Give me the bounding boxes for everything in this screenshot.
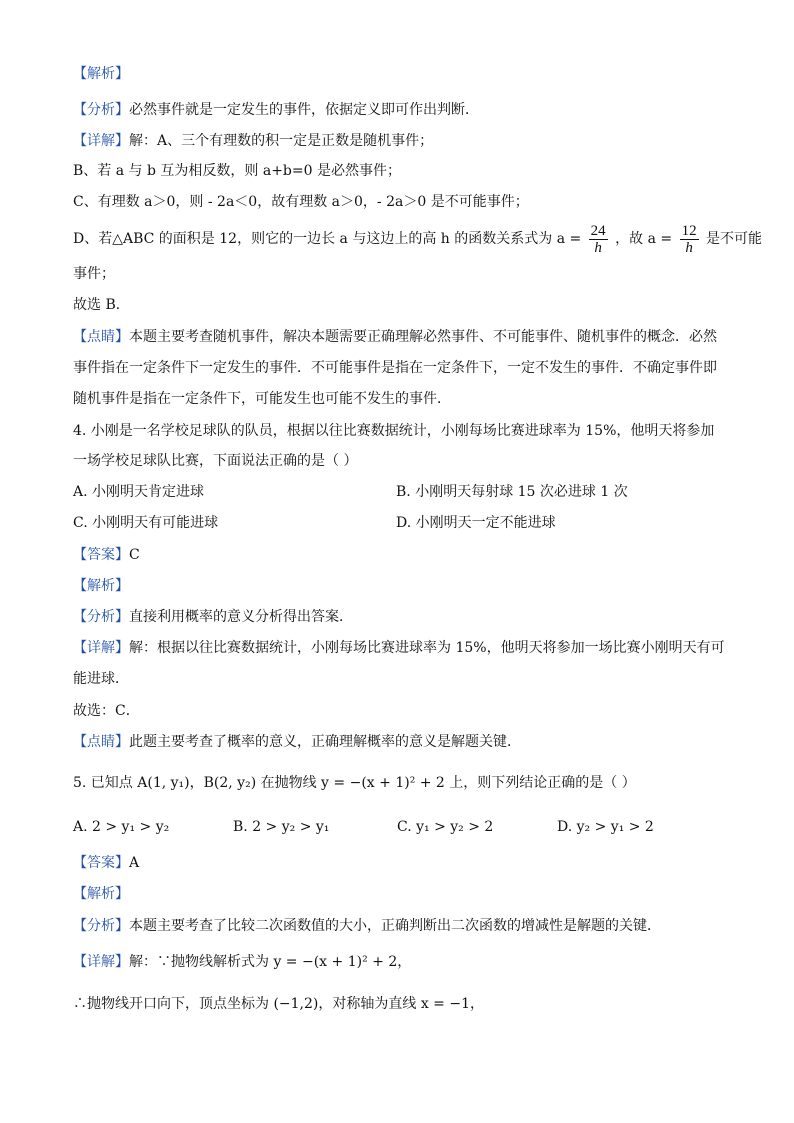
q5-option-b: B. 2 > y₂ > y₁ [233,819,330,835]
q5-option-d: D. y₂ > y₁ > 2 [557,819,654,835]
q4-analysis-heading: 【解析】 [73,578,129,594]
q5-analysis-heading: 【解析】 [73,886,129,902]
xiangjie-line: 【详解】解：A、三个有理数的积一定是正数是随机事件； [73,133,434,149]
q4-option-d: D. 小刚明天一定不能进球 [396,515,556,531]
q4-dianjing: 【点睛】此题主要考查了概率的意义，正确理解概率的意义是解题关键． [73,734,521,750]
dianjing-line-3: 随机事件是指在一定条件下，可能发生也可能不发生的事件． [73,391,451,407]
analysis-heading: 【解析】 [73,66,129,82]
q4-option-a: A. 小刚明天肯定进球 [73,484,205,500]
option-d-explanation: D、若△ABC 的面积是 12，则它的一边长 a 与这边上的高 h 的函数关系式为 a = $\frac{24}{h}$ ，故 a = $\frac{12}{h}$ 是不可能 [73,222,763,256]
q4-stem-2: 一场学校足球队比赛，下面说法正确的是（ ） [73,453,358,469]
dianjing-line-2: 事件指在一定条件下一定发生的事件．不可能事件是指在一定条件下，一定不发生的事件．不确定事件即 [73,360,717,376]
q5-answer: 【答案】A [73,855,140,871]
option-b-explanation: B、若 a 与 b 互为相反数，则 a+b=0 是必然事件； [73,163,401,179]
fenxi-line: 【分析】必然事件就是一定发生的事件，依据定义即可作出判断． [73,102,479,118]
q4-fenxi: 【分析】直接利用概率的意义分析得出答案． [73,609,353,625]
q4-xiangjie-2: 能进球． [73,671,129,687]
q5-xiangjie-1: 【详解】解：∵抛物线解析式为 y = −(x + 1)² + 2， [73,954,412,970]
q4-stem-1: 4. 小刚是一名学校足球队的队员，根据以往比赛数据统计，小刚每场比赛进球率为 15%，他明天将参加 [73,423,715,439]
q5-option-c: C. y₁ > y₂ > 2 [397,819,494,835]
q4-option-b: B. 小刚明天每射球 15 次必进球 1 次 [396,484,628,500]
option-d-explanation-cont: 事件； [73,266,115,282]
dianjing-line-1: 【点睛】本题主要考查随机事件，解决本题需要正确理解必然事件、不可能事件、随机事件的概念．必然 [73,329,717,345]
q5-fenxi: 【分析】本题主要考查了比较二次函数值的大小，正确判断出二次函数的增减性是解题的关键． [73,918,661,934]
q5-option-a: A. 2 > y₁ > y₂ [73,819,170,835]
q5-stem: 5. 已知点 A(1, y₁)，B(2, y₂) 在抛物线 y = −(x + 1)² + 2 上，则下列结论正确的是（ ） [73,775,636,791]
fraction-24-over-h: $\frac{24}{h}$ [590,222,606,256]
q4-xiangjie-1: 【详解】解：根据以往比赛数据统计，小刚每场比赛进球率为 15%，他明天将参加一场比赛小刚明天有可 [73,640,725,656]
fraction-12-over-h: $\frac{12}{h}$ [681,222,697,256]
option-c-explanation: C、有理数 a＞0，则 - 2a＜0，故有理数 a＞0，- 2a＞0 是不可能事件； [73,194,529,210]
q4-option-c: C. 小刚明天有可能进球 [73,515,219,531]
choose-line: 故选 B． [73,297,130,313]
q4-choose: 故选：C． [73,703,140,719]
q5-xiangjie-2: ∴抛物线开口向下，顶点坐标为 (−1,2)，对称轴为直线 x = −1， [73,996,484,1012]
q4-answer: 【答案】C [73,547,140,563]
